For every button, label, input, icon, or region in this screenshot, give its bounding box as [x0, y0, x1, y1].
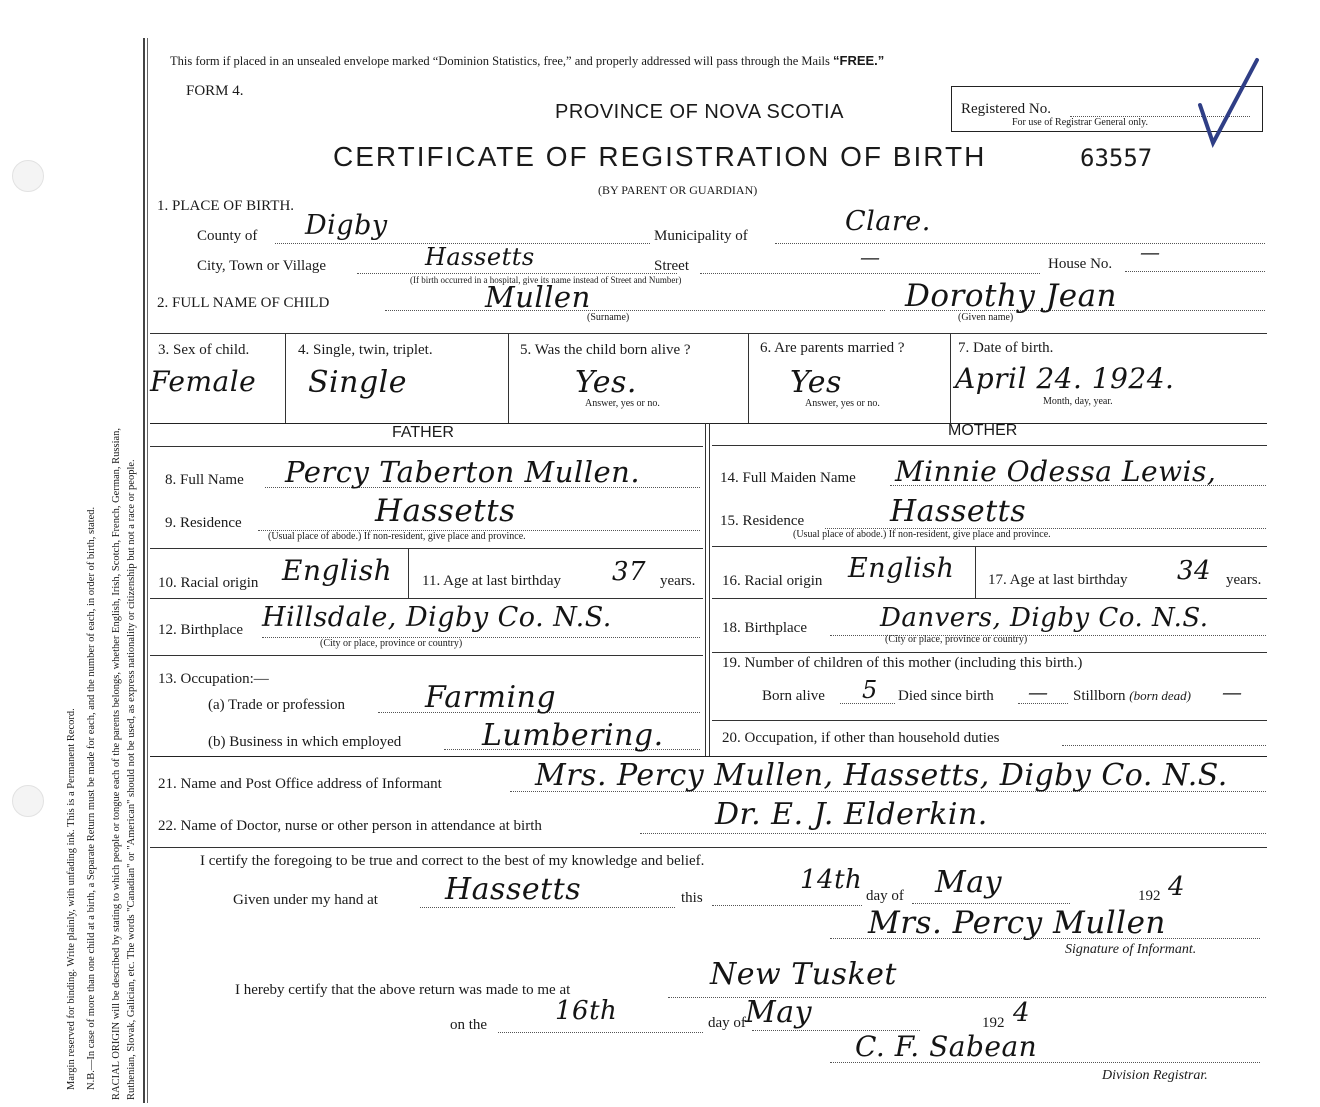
dob-hint: Month, day, year.	[1043, 396, 1113, 407]
mother-occupation-line	[1062, 745, 1266, 746]
born-alive-value: Yes.	[575, 365, 637, 400]
father-birthplace-label: 12. Birthplace	[158, 622, 243, 638]
rule-above-3	[150, 333, 1267, 334]
certificate-number: 63557	[1080, 144, 1153, 172]
dob-label: 7. Date of birth.	[958, 340, 1054, 356]
binding-margin	[0, 0, 140, 1107]
given-name-hint: (Given name)	[958, 312, 1014, 323]
rule-mother-c	[712, 652, 1267, 653]
received-day-of-label: day of	[708, 1015, 746, 1031]
division-registrar-caption: Division Registrar.	[1102, 1068, 1208, 1083]
given-month-line	[912, 903, 1070, 904]
margin-note-multiple-births: N.B.—In case of more than one child at a birth, a Separate Return must be made for each, and the number of each, in order of birth, stated.	[86, 506, 97, 1090]
stillborn-label-text: Stillborn	[1073, 688, 1126, 704]
children-label: 19. Number of children of this mother (including this birth.)	[722, 655, 1083, 671]
doctor-line	[640, 833, 1266, 834]
rule-v-16-17	[975, 546, 976, 598]
father-age-value: 37	[612, 557, 647, 587]
mother-residence-value: Hassetts	[890, 494, 1027, 529]
given-day-line	[712, 905, 862, 906]
dob-value: April 24. 1924.	[955, 362, 1175, 395]
certify-statement: I certify the foregoing to be true and correct to the best of my knowledge and belief.	[200, 853, 705, 869]
sex-value: Female	[150, 365, 257, 398]
house-value: —	[1140, 240, 1161, 264]
received-year-value: 4	[1013, 998, 1031, 1028]
plurality-value: Single	[308, 365, 408, 400]
city-label: City, Town or Village	[197, 258, 327, 274]
mother-racial-value: English	[848, 553, 955, 584]
mother-residence-hint: (Usual place of abode.) If non-resident, give place and province.	[793, 529, 1051, 540]
born-alive-hint: Answer, yes or no.	[585, 398, 660, 409]
born-alive-label: 5. Was the child born alive ?	[520, 342, 691, 358]
business-value: Lumbering.	[482, 718, 664, 753]
married-value: Yes	[790, 365, 842, 400]
mother-name-label: 14. Full Maiden Name	[720, 470, 856, 486]
father-residence-hint: (Usual place of abode.) If non-resident, give place and province.	[268, 531, 526, 542]
registered-label: Registered No.	[961, 101, 1051, 117]
house-line	[1125, 271, 1265, 272]
certificate-title: CERTIFICATE OF REGISTRATION OF BIRTH	[333, 141, 987, 172]
rule-v-4-5	[508, 333, 509, 423]
father-age-label: 11. Age at last birthday	[422, 573, 561, 589]
trade-label: (a) Trade or profession	[208, 697, 346, 713]
mother-heading: MOTHER	[948, 422, 1018, 439]
given-day-of-label: day of	[866, 888, 904, 904]
surname-value: Mullen	[485, 280, 591, 314]
rule-v-5-6	[748, 333, 749, 423]
county-label: County of	[197, 228, 258, 244]
given-this-label: this	[681, 890, 703, 906]
born-alive-count-label: Born alive	[762, 688, 825, 704]
street-label: Street	[654, 258, 689, 274]
informant-signature-line	[830, 938, 1260, 939]
mother-age-value: 34	[1177, 556, 1212, 586]
registrar-signature: C. F. Sabean	[855, 1030, 1038, 1063]
mother-age-label: 17. Age at last birthday	[988, 572, 1128, 588]
given-name-value: Dorothy Jean	[905, 278, 1118, 314]
house-label: House No.	[1048, 256, 1113, 272]
municipality-label: Municipality of	[654, 228, 748, 244]
rule-v-6-7	[950, 333, 951, 423]
mother-name-value: Minnie Odessa Lewis,	[895, 455, 1217, 488]
rule-mother-b	[712, 598, 1267, 599]
received-month-value: May	[745, 995, 813, 1030]
given-year-value: 4	[1168, 872, 1186, 902]
received-year-prefix: 192	[982, 1015, 1005, 1031]
mother-birthplace-label: 18. Birthplace	[722, 620, 807, 636]
rule-father-a	[150, 548, 703, 549]
mail-notice-free: “FREE.”	[833, 53, 885, 68]
county-value: Digby	[305, 210, 388, 241]
given-day-value: 14th	[800, 865, 863, 895]
received-day-value: 16th	[555, 996, 618, 1026]
mother-occupation-label: 20. Occupation, if other than household duties	[722, 730, 1000, 746]
municipality-line	[775, 243, 1265, 244]
place-of-birth-label: 1. PLACE OF BIRTH.	[157, 198, 295, 214]
received-at-value: New Tusket	[710, 957, 897, 992]
margin-note-racial-origin-2: Ruthenian, Slovak, Galician, etc. The words "Canadian" or "American" should not be used, as express nationality or citizenship but not a race or people.	[126, 459, 137, 1100]
rule-parents-split-2	[709, 423, 710, 756]
died-label: Died since birth	[898, 688, 994, 704]
occupation-label: 13. Occupation:—	[158, 671, 269, 687]
doctor-label: 22. Name of Doctor, nurse or other person in attendance at birth	[158, 818, 542, 834]
father-name-label: 8. Full Name	[165, 472, 244, 488]
married-hint: Answer, yes or no.	[805, 398, 880, 409]
father-heading: FATHER	[392, 424, 454, 441]
rule-below-mother-heading	[712, 445, 1267, 446]
full-name-label: 2. FULL NAME OF CHILD	[157, 295, 330, 311]
checkmark-icon	[1195, 55, 1265, 150]
father-birthplace-value: Hillsdale, Digby Co. N.S.	[262, 602, 612, 633]
city-line	[357, 273, 677, 274]
rule-father-c	[150, 655, 703, 656]
margin-note-racial-origin-1: RACIAL ORIGIN will be described by stating to which people or tongue each of the parents belongs, whether English, Irish, Scotch, French, German, Russian,	[111, 427, 122, 1100]
mail-notice	[170, 53, 884, 69]
rule-father-b	[150, 598, 703, 599]
rule-below-father-heading	[150, 446, 703, 447]
mother-birthplace-value: Danvers, Digby Co. N.S.	[880, 603, 1209, 633]
father-residence-label: 9. Residence	[165, 515, 242, 531]
born-alive-count-value: 5	[862, 676, 878, 704]
plurality-label: 4. Single, twin, triplet.	[298, 342, 433, 358]
given-at-value: Hassetts	[445, 872, 582, 907]
mother-racial-label: 16. Racial origin	[722, 573, 823, 589]
informant-signature: Mrs. Percy Mullen	[868, 905, 1166, 941]
municipality-value: Clare.	[845, 206, 931, 237]
informant-value: Mrs. Percy Mullen, Hassetts, Digby Co. N.S.	[535, 758, 1228, 793]
given-year-prefix: 192	[1138, 888, 1161, 904]
rule-above-21	[150, 756, 1267, 757]
province-heading: PROVINCE OF NOVA SCOTIA	[555, 101, 844, 123]
married-label: 6. Are parents married ?	[760, 340, 905, 356]
died-value: —	[1028, 680, 1049, 704]
binding-rule	[143, 38, 145, 1103]
binding-rule-inner	[147, 38, 148, 1103]
mother-years-label: years.	[1226, 572, 1262, 588]
rule-parents-split	[705, 423, 706, 756]
registrar-signature-line	[830, 1062, 1260, 1063]
business-label: (b) Business in which employed	[208, 734, 402, 750]
father-racial-label: 10. Racial origin	[158, 575, 259, 591]
registrar-note: For use of Registrar General only.	[1012, 117, 1148, 128]
mother-residence-label: 15. Residence	[720, 513, 805, 529]
street-line	[700, 273, 1040, 274]
certificate-subtitle: (BY PARENT OR GUARDIAN)	[598, 183, 758, 197]
stillborn-label	[1073, 688, 1191, 705]
sex-label: 3. Sex of child.	[158, 342, 250, 358]
received-day-line	[498, 1032, 703, 1033]
informant-label: 21. Name and Post Office address of Informant	[158, 776, 442, 792]
father-years-label: years.	[660, 573, 696, 589]
margin-note-binding: Margin reserved for binding. Write plainly, with unfading ink. This is a Permanent Record.	[66, 708, 77, 1090]
surname-line	[385, 310, 885, 311]
father-residence-value: Hassetts	[375, 493, 516, 529]
doctor-value: Dr. E. J. Elderkin.	[715, 797, 988, 832]
stillborn-hint: (born dead)	[1129, 688, 1192, 703]
mail-notice-text: This form if placed in an unsealed envelope marked “Dominion Statistics, free,” and properly addressed will pass through the Mails	[170, 54, 830, 68]
father-racial-value: English	[282, 554, 393, 587]
surname-hint: (Surname)	[587, 312, 630, 323]
rule-mother-a	[712, 546, 1267, 547]
stillborn-value: —	[1222, 680, 1243, 704]
on-the-label: on the	[450, 1017, 488, 1033]
rule-above-certify	[150, 847, 1267, 848]
rule-v-10-11	[408, 548, 409, 598]
rule-v-3-4	[285, 333, 286, 423]
signature-informant-caption: Signature of Informant.	[1065, 942, 1197, 957]
given-month-value: May	[935, 865, 1003, 900]
given-at-label: Given under my hand at	[233, 892, 378, 908]
trade-value: Farming	[425, 680, 557, 715]
city-value: Hassetts	[425, 243, 535, 271]
street-value: —	[860, 245, 881, 269]
city-hint: (If birth occurred in a hospital, give its name instead of Street and Number)	[410, 275, 682, 285]
form-number: FORM 4.	[186, 83, 244, 99]
given-at-line	[420, 907, 675, 908]
mother-birthplace-hint: (City or place, province or country)	[885, 634, 1028, 645]
father-birthplace-hint: (City or place, province or country)	[320, 638, 463, 649]
father-name-value: Percy Taberton Mullen.	[285, 455, 641, 489]
hereby-statement: I hereby certify that the above return was made to me at	[235, 982, 571, 998]
rule-mother-d	[712, 720, 1267, 721]
